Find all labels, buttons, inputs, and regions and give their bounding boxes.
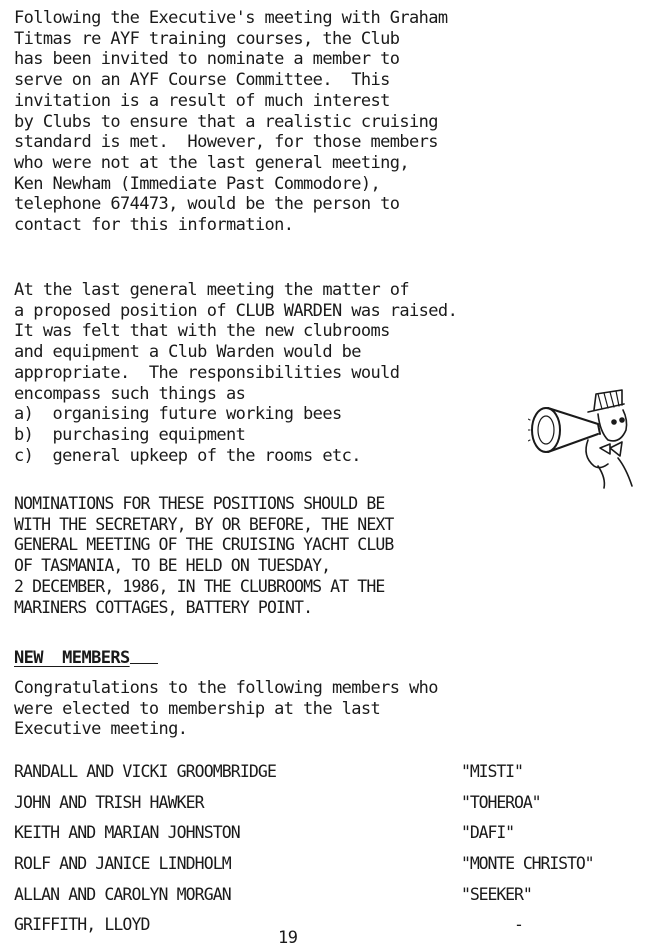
- member-name: JOHN AND TRISH HAWKER: [14, 792, 204, 812]
- boat-name: -: [514, 915, 523, 935]
- text-line: Ken Newham (Immediate Past Commodore),: [14, 173, 381, 194]
- text-line: OF TASMANIA, TO BE HELD ON TUESDAY,: [14, 556, 331, 576]
- text-line: It was felt that with the new clubrooms: [14, 321, 390, 342]
- text-line: Congratulations to the following members who: [14, 678, 438, 698]
- text-line: NOMINATIONS FOR THESE POSITIONS SHOULD BE: [14, 494, 385, 513]
- text-line: serve on an AYF Course Committee. This: [14, 70, 390, 91]
- text-line: appropriate. The responsibilities would: [14, 362, 400, 383]
- member-name: RANDALL AND VICKI GROOMBRIDGE: [14, 762, 276, 781]
- list-item: a) organising future working bees: [14, 404, 342, 425]
- congratulations-paragraph: [14, 678, 438, 740]
- member-name: KEITH AND MARIAN JOHNSTON: [14, 823, 240, 843]
- new-members-list: [14, 762, 647, 946]
- text-line: At the last general meeting the matter of: [14, 280, 410, 300]
- boat-name: "MONTE CHRISTO": [461, 854, 594, 874]
- text-line: GENERAL MEETING OF THE CRUISING YACHT CLUB: [14, 535, 394, 555]
- text-line: Titmas re AYF training courses, the Club: [14, 28, 400, 49]
- text-line: invitation is a result of much interest: [14, 90, 390, 111]
- text-line: 2 DECEMBER, 1986, IN THE CLUBROOMS AT THE: [14, 576, 385, 596]
- list-item: [14, 793, 647, 824]
- text-line: Executive meeting.: [14, 719, 188, 740]
- list-item: [14, 915, 647, 946]
- text-line: a proposed position of CLUB WARDEN was raised.: [14, 300, 458, 321]
- text-line: contact for this information.: [14, 215, 294, 236]
- list-item: [14, 885, 647, 916]
- boat-name: "MISTI": [461, 762, 523, 781]
- new-members-heading: NEW MEMBERS: [14, 648, 158, 668]
- page-number: 19: [278, 928, 298, 948]
- boat-name: "SEEKER": [461, 884, 532, 904]
- list-item: [14, 854, 647, 885]
- text-line: telephone 674473, would be the person to: [14, 194, 400, 215]
- text-line: has been invited to nominate a member to: [14, 49, 400, 70]
- text-line: Following the Executive's meeting with Graham: [14, 8, 448, 28]
- list-item: b) purchasing equipment: [14, 424, 246, 445]
- list-item: c) general upkeep of the rooms etc.: [14, 445, 361, 466]
- list-item: [14, 823, 647, 854]
- text-line: by Clubs to ensure that a realistic cruising: [14, 111, 438, 132]
- text-line: encompass such things as: [14, 383, 246, 404]
- boat-name: "TOHEROA": [461, 792, 541, 812]
- ayf-course-paragraph: [14, 8, 448, 236]
- boat-name: "DAFI": [461, 823, 515, 843]
- text-line: who were not at the last general meeting,: [14, 152, 410, 173]
- list-item: [14, 762, 647, 793]
- megaphone-announcer-illustration: [528, 382, 640, 490]
- text-line: MARINERS COTTAGES, BATTERY POINT.: [14, 597, 313, 617]
- member-name: GRIFFITH, LLOYD: [14, 915, 150, 935]
- nominations-notice: [14, 494, 393, 618]
- text-line: and equipment a Club Warden would be: [14, 342, 361, 363]
- text-line: were elected to membership at the last: [14, 698, 381, 719]
- member-name: ALLAN AND CAROLYN MORGAN: [14, 884, 231, 904]
- member-name: ROLF AND JANICE LINDHOLM: [14, 854, 231, 874]
- club-warden-paragraph: [14, 280, 457, 466]
- text-line: standard is met. However, for those members: [14, 132, 438, 153]
- text-line: WITH THE SECRETARY, BY OR BEFORE, THE NEXT: [14, 514, 394, 534]
